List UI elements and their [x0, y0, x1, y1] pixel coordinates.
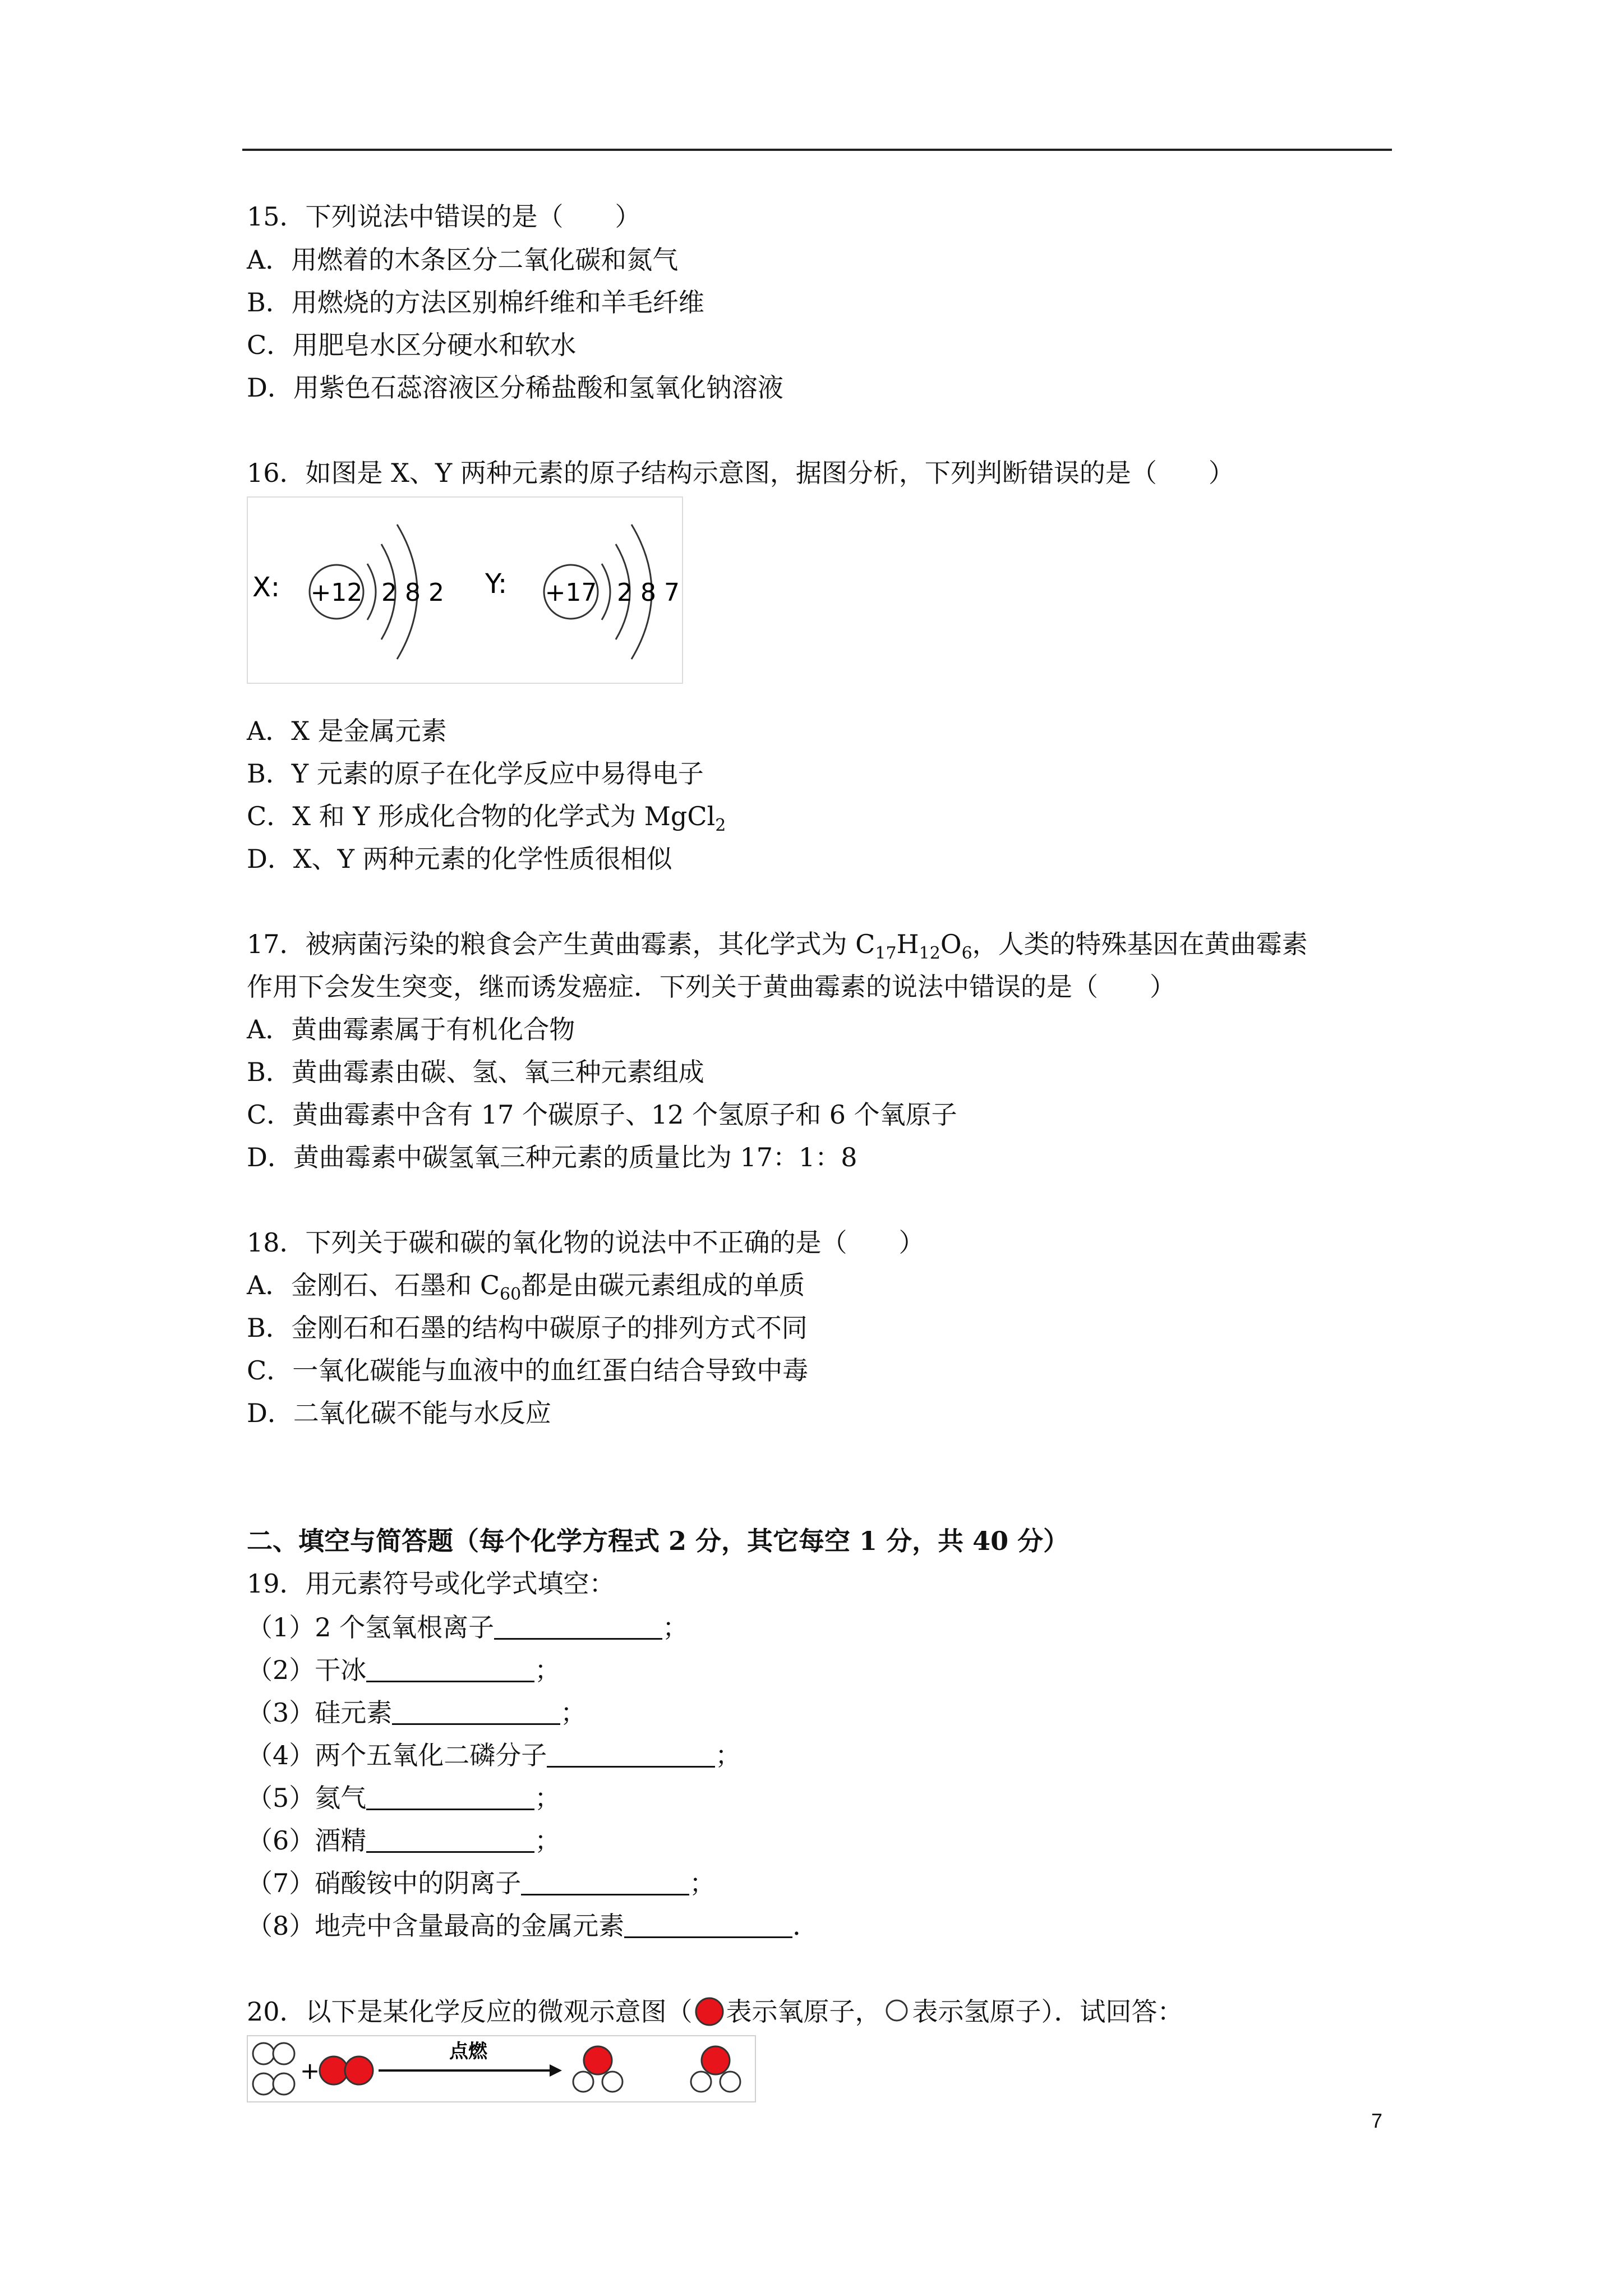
hydrogen-atom [573, 2072, 593, 2092]
q19-item-5: （5）氦气 ； [247, 1783, 561, 1813]
q17-option-c: C．黄曲霉素中含有 17 个碳原子、12 个氢原子和 6 个氧原子 [247, 1099, 957, 1130]
answer-blank[interactable] [366, 1656, 534, 1682]
hydrogen-atom-icon [881, 1997, 912, 2026]
y-label: Y: [485, 568, 508, 600]
q18-option-c: C．一氧化碳能与血液中的血红蛋白结合导致中毒 [247, 1355, 809, 1386]
q15-option-a: A．用燃着的木条区分二氧化碳和氮气 [247, 245, 679, 275]
q18-option-a: A．金刚石、石墨和 $C_{60}$都是由碳元素组成的单质 [247, 1270, 805, 1304]
atomic-structure-figure [247, 496, 684, 687]
q17-option-d: D．黄曲霉素中碳氢氧三种元素的质量比为 17：1：8 [247, 1142, 857, 1172]
q19-item-3: （3）硅元素 ； [247, 1697, 587, 1728]
q15-option-b: B．用燃烧的方法区别棉纤维和羊毛纤维 [247, 287, 704, 318]
section2-heading: 二、填空与简答题（每个化学方程式 2 分，其它每空 1 分，共 40 分） [247, 1526, 1069, 1556]
q19-stem: 19．用元素符号或化学式填空： [247, 1568, 615, 1599]
answer-blank[interactable] [494, 1613, 662, 1640]
q19-item-1: （1）2 个氢氧根离子 ； [247, 1612, 689, 1642]
q17-option-b: B．黄曲霉素由碳、氢、氧三种元素组成 [247, 1057, 704, 1087]
q16-option-d: D．X、Y 两种元素的化学性质很相似 [247, 844, 672, 874]
answer-blank[interactable] [392, 1699, 560, 1725]
q16-option-b: B．Y 元素的原子在化学反应中易得电子 [247, 758, 704, 789]
x-shell-electrons: 2 8 2 [381, 578, 444, 607]
hydrogen-atom [253, 2043, 274, 2064]
oxygen-atom [345, 2056, 373, 2085]
oxygen-atom [320, 2056, 348, 2085]
y-nucleus-charge: +17 [545, 578, 597, 607]
q19-item-7: （7）硝酸铵中的阴离子 ； [247, 1868, 716, 1898]
q18-stem: 18．下列关于碳和碳的氧化物的说法中不正确的是（ ） [247, 1227, 925, 1258]
q17-stem-line2: 作用下会发生突变，继而诱发癌症．下列关于黄曲霉素的说法中错误的是（ ） [247, 972, 1175, 1002]
hydrogen-atom [602, 2072, 623, 2092]
q20-stem: 20．以下是某化学反应的微观示意图（ 表示氧原子， 表示氢原子）．试回答： [247, 1996, 1183, 2027]
q19-item-4: （4）两个五氧化二磷分子 ； [247, 1740, 741, 1770]
answer-blank[interactable] [521, 1869, 689, 1895]
q18-option-b: B．金刚石和石墨的结构中碳原子的排列方式不同 [247, 1313, 808, 1343]
x-label: X: [252, 572, 280, 603]
hydrogen-atom [273, 2073, 294, 2095]
atomic-structure-svg [247, 496, 684, 685]
q16-option-c: C．X 和 Y 形成化合物的化学式为 MgCl$_2$ [247, 801, 726, 835]
reaction-condition: 点燃 [449, 2040, 487, 2063]
oxygen-atom [584, 2046, 612, 2074]
hydrogen-atom [720, 2072, 740, 2092]
reaction-diagram [247, 2035, 757, 2106]
answer-blank[interactable] [624, 1912, 792, 1938]
answer-blank[interactable] [366, 1784, 534, 1810]
page-number: 7 [1371, 2109, 1383, 2132]
q19-item-2: （2）干冰 ； [247, 1655, 561, 1685]
plus-sign: + [300, 2057, 320, 2085]
answer-blank[interactable] [366, 1826, 534, 1853]
q15-option-c: C．用肥皂水区分硬水和软水 [247, 330, 577, 360]
q16-option-a: A．X 是金属元素 [247, 716, 447, 746]
q19-item-6: （6）酒精 ； [247, 1825, 561, 1856]
q19-item-8: （8）地壳中含量最高的金属元素 ． [247, 1911, 819, 1941]
hydrogen-atom [253, 2073, 274, 2095]
hydrogen-atom [691, 2072, 711, 2092]
q16-stem: 16．如图是 X、Y 两种元素的原子结构示意图，据图分析，下列判断错误的是（ ） [247, 458, 1234, 488]
q15-stem: 15．下列说法中错误的是（ ） [247, 201, 641, 232]
header-rule [242, 149, 1392, 151]
x-nucleus-charge: +12 [310, 578, 363, 607]
q17-option-a: A．黄曲霉素属于有机化合物 [247, 1014, 575, 1045]
q18-option-d: D．二氧化碳不能与水反应 [247, 1398, 551, 1428]
oxygen-atom-icon [693, 1997, 726, 2026]
y-shell-electrons: 2 8 7 [617, 578, 680, 607]
hydrogen-atom [273, 2043, 294, 2064]
oxygen-atom [702, 2046, 730, 2074]
q17-stem-line1: 17．被病菌污染的粮食会产生黄曲霉素，其化学式为 $C_{17}H_{12}O_6$，人类的特殊基因在黄曲霉素 [247, 929, 1308, 963]
q15-option-d: D．用紫色石蕊溶液区分稀盐酸和氢氧化钠溶液 [247, 372, 783, 403]
answer-blank[interactable] [547, 1741, 715, 1768]
reaction-svg [247, 2035, 757, 2104]
